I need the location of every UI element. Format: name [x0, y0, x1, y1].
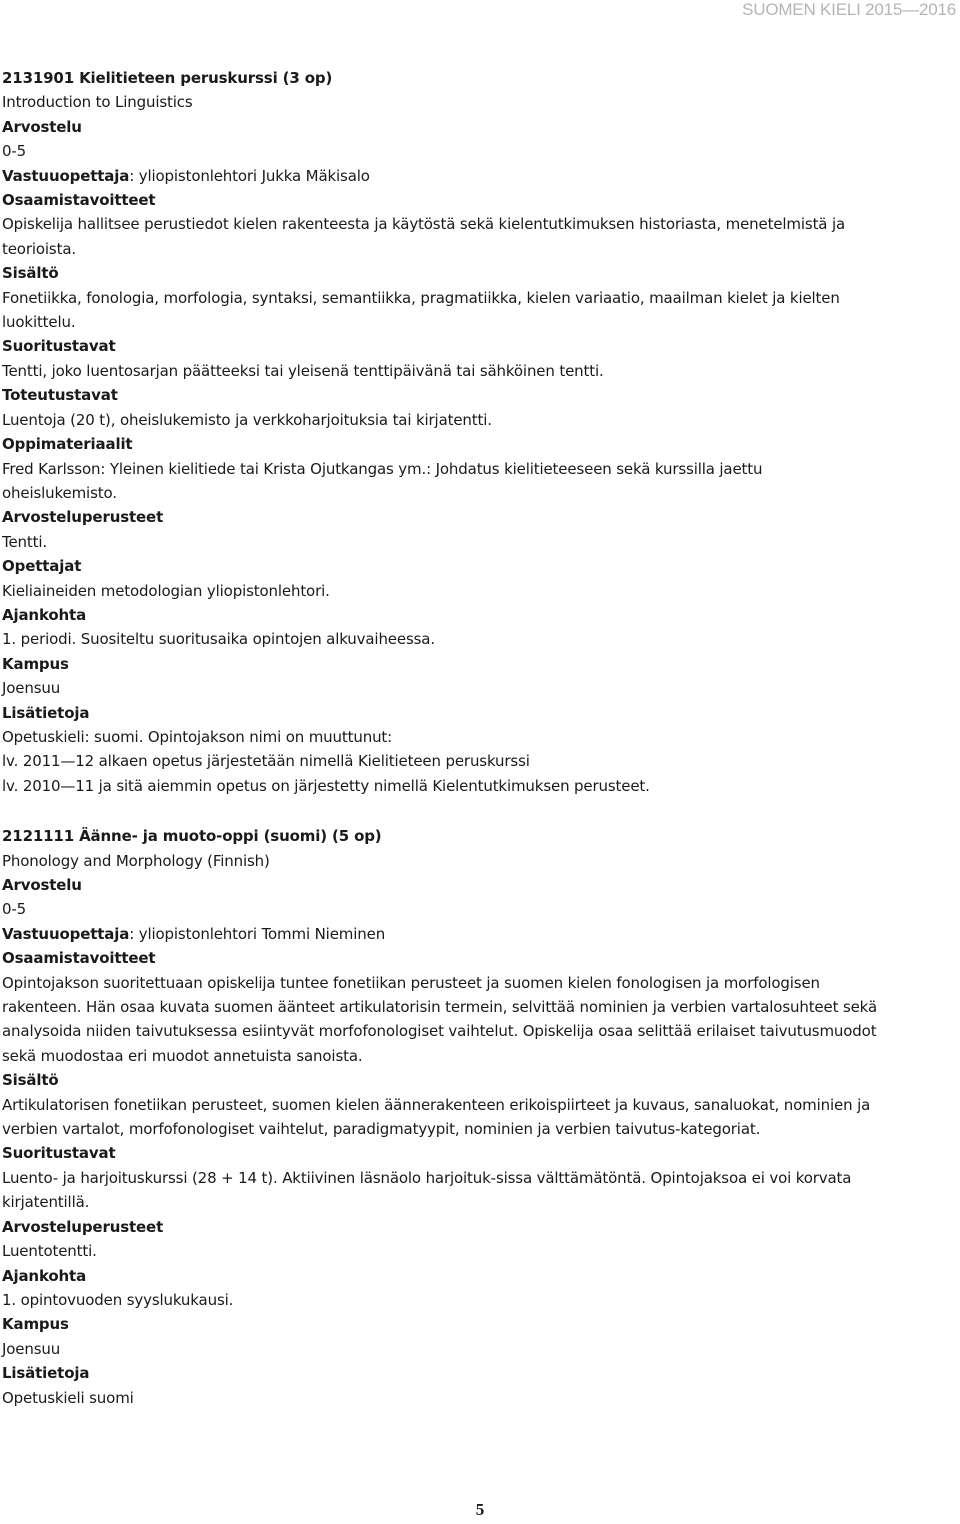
responsible-teacher: [2, 164, 954, 188]
learning-outcomes-heading: Osaamistavoitteet: [2, 191, 156, 210]
timing-text: 1. opintovuoden syyslukukausi.: [2, 1290, 234, 1309]
study-materials-heading: Oppimateriaalit: [2, 435, 133, 454]
additional-info-text: lv. 2011—12 alkaen opetus järjestetään nimellä Kielitieteen peruskurssi: [2, 752, 530, 771]
additional-info-text: lv. 2010—11 ja sitä aiemmin opetus on järjestetty nimellä Kielentutkimuksen perusteet.: [2, 776, 650, 795]
completion-methods-text: Luento- ja harjoituskurssi (28 + 14 t). Aktiivinen läsnäolo harjoituk-sissa välttämätöntä. Opintojaksoa ei voi korvata: [2, 1168, 852, 1187]
additional-info-heading: Lisätietoja: [2, 1364, 90, 1383]
grading-heading: Arvostelu: [2, 117, 82, 136]
course-english-title: Phonology and Morphology (Finnish): [2, 851, 270, 870]
learning-outcomes-text: rakenteen. Hän osaa kuvata suomen äänteet artikulatorisin termein, selvittää nominien ja verbien vartalosuhteet sekä: [2, 998, 877, 1017]
implementation-heading: Toteutustavat: [2, 386, 118, 405]
additional-info-text: Opetuskieli: suomi. Opintojakson nimi on muuttunut:: [2, 727, 393, 746]
document-body: [2, 66, 954, 1410]
study-materials-text: Fred Karlsson: Yleinen kielitiede tai Krista Ojutkangas ym.: Johdatus kielitieteeseen sekä kurssilla jaettu: [2, 459, 763, 478]
responsible-teacher-value: : yliopistonlehtori Tommi Nieminen: [129, 924, 386, 943]
contents-heading: Sisältö: [2, 264, 59, 283]
campus-heading: Kampus: [2, 654, 69, 673]
responsible-teacher-value: : yliopistonlehtori Jukka Mäkisalo: [129, 166, 370, 185]
learning-outcomes-text: analysoida niiden taivutuksessa esiintyvät morfofonologiset vaihtelut. Opiskelija osaa selittää erilaiset taivutusmuodot: [2, 1022, 877, 1041]
teachers-heading: Opettajat: [2, 557, 82, 576]
campus-text: Joensuu: [2, 679, 61, 698]
assessment-criteria-text: Tentti.: [2, 532, 47, 551]
course-english-title: Introduction to Linguistics: [2, 93, 193, 112]
course-title: 2121111 Äänne- ja muoto-oppi (suomi) (5 op): [2, 827, 382, 846]
contents-text: Artikulatorisen fonetiikan perusteet, suomen kielen äännerakenteen erikoispiirteet ja kuvaus, sanaluokat, nominien ja: [2, 1095, 871, 1114]
assessment-criteria-heading: Arvosteluperusteet: [2, 1217, 164, 1236]
course-entry: [2, 824, 954, 1410]
timing-heading: Ajankohta: [2, 1266, 87, 1285]
teachers-text: Kieliaineiden metodologian yliopistonlehtori.: [2, 581, 330, 600]
course-entry: [2, 66, 954, 798]
timing-text: 1. periodi. Suositeltu suoritusaika opintojen alkuvaiheessa.: [2, 630, 435, 649]
campus-heading: Kampus: [2, 1315, 69, 1334]
learning-outcomes-text: Opiskelija hallitsee perustiedot kielen rakenteesta ja käytöstä sekä kielentutkimuksen historiasta, menetelmistä ja: [2, 215, 846, 234]
study-materials-text: oheislukemisto.: [2, 483, 117, 502]
responsible-teacher-label: Vastuuopettaja: [2, 924, 130, 943]
contents-text: verbien vartalot, morfofonologiset vaihtelut, paradigmatyypit, nominien ja verbien taivutus-kategoriat.: [2, 1120, 761, 1139]
completion-methods-heading: Suoritustavat: [2, 337, 116, 356]
learning-outcomes-text: teorioista.: [2, 239, 76, 258]
contents-text: luokittelu.: [2, 313, 76, 332]
responsible-teacher: [2, 922, 954, 946]
learning-outcomes-heading: Osaamistavoitteet: [2, 949, 156, 968]
contents-heading: Sisältö: [2, 1071, 59, 1090]
grading-heading: Arvostelu: [2, 876, 82, 894]
additional-info-heading: Lisätietoja: [2, 703, 90, 722]
assessment-criteria-heading: Arvosteluperusteet: [2, 508, 164, 527]
grading-value: 0-5: [2, 142, 27, 161]
implementation-text: Luentoja (20 t), oheislukemisto ja verkkoharjoituksia tai kirjatentti.: [2, 410, 492, 429]
page-number: 5: [475, 1500, 485, 1519]
campus-text: Joensuu: [2, 1339, 61, 1358]
completion-methods-text: Tentti, joko luentosarjan päätteeksi tai yleisenä tenttipäivänä tai sähköinen tentti.: [2, 361, 604, 380]
grading-value: 0-5: [2, 900, 27, 919]
course-title: 2131901 Kielitieteen peruskurssi (3 op): [2, 69, 333, 87]
running-header: SUOMEN KIELI 2015—2016: [742, 0, 956, 19]
additional-info-text: Opetuskieli suomi: [2, 1388, 134, 1407]
completion-methods-text: kirjatentillä.: [2, 1193, 90, 1212]
completion-methods-heading: Suoritustavat: [2, 1144, 116, 1163]
assessment-criteria-text: Luentotentti.: [2, 1242, 97, 1261]
timing-heading: Ajankohta: [2, 605, 87, 624]
learning-outcomes-text: Opintojakson suoritettuaan opiskelija tuntee fonetiikan perusteet ja suomen kielen fonologisen ja morfologisen: [2, 973, 820, 992]
contents-text: Fonetiikka, fonologia, morfologia, syntaksi, semantiikka, pragmatiikka, kielen variaatio, maailman kielet ja kielten: [2, 288, 840, 307]
responsible-teacher-label: Vastuuopettaja: [2, 166, 130, 185]
learning-outcomes-text: sekä muodostaa eri muodot annetuista sanoista.: [2, 1046, 363, 1065]
